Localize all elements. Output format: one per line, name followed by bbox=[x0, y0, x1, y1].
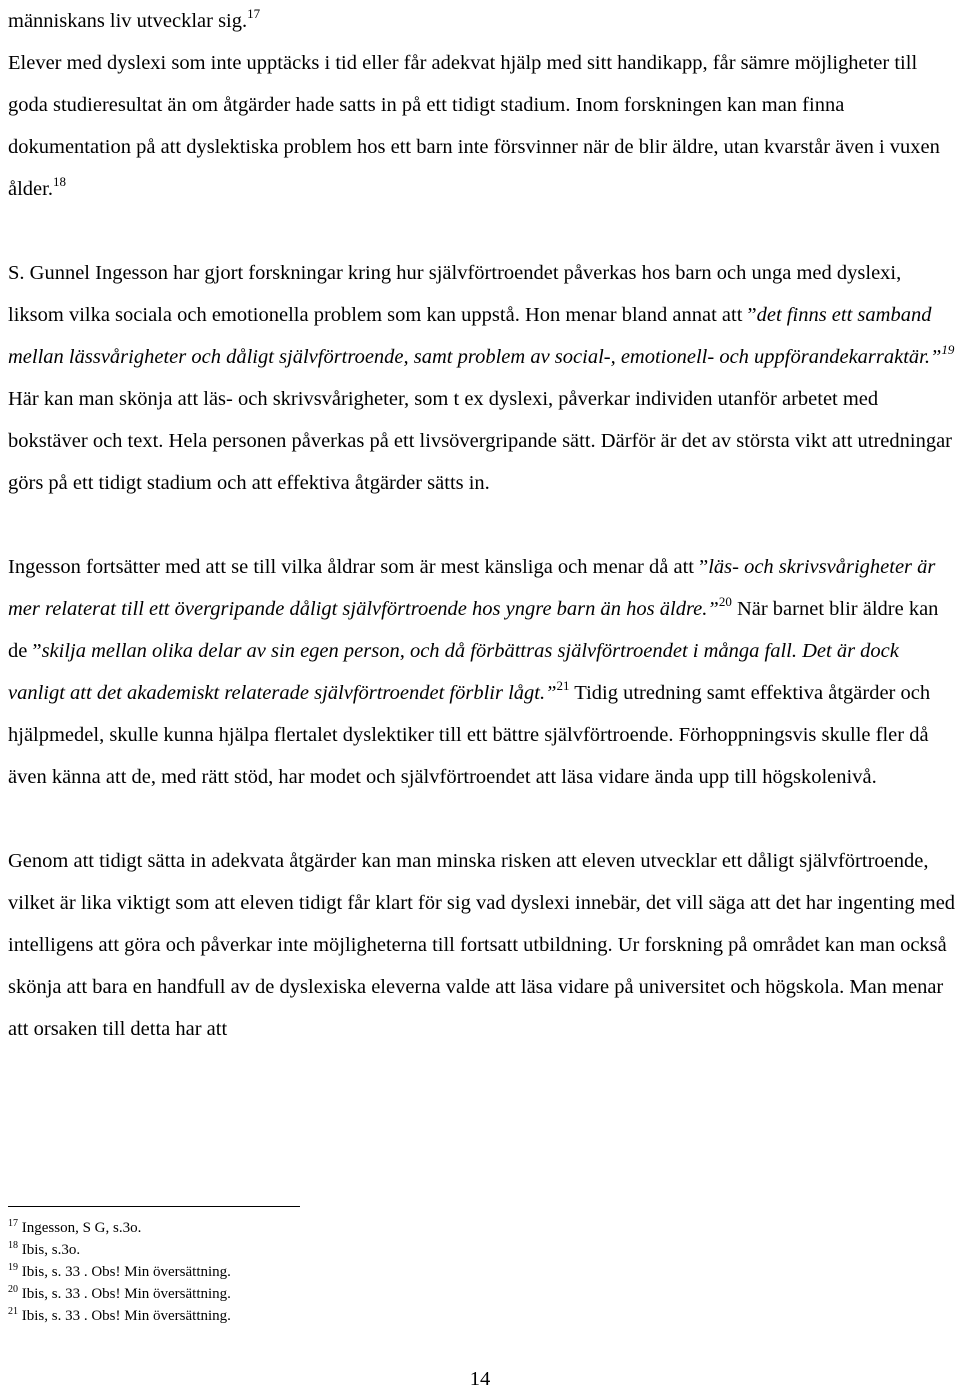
footnote-text: Ibis, s. 33 . Obs! Min översättning. bbox=[21, 1286, 231, 1302]
footnote-number: 20 bbox=[8, 1284, 18, 1295]
paragraph-continued bbox=[8, 0, 956, 42]
paragraph-text: Här kan man skönja att läs- och skrivsvårigheter, som t ex dyslexi, påverkar individen utanför arbetet med bokstäver och text. Hela personen påverkas på ett livsövergripande sätt. Därför är det av största vikt att utredningar görs på ett tidigt stadium och att effektiva åtgärder sätts in. bbox=[8, 388, 953, 494]
footnote-21 bbox=[8, 1306, 231, 1328]
quote-mark: ” bbox=[545, 682, 557, 704]
footnote-text: Ibis, s. 33 . Obs! Min översättning. bbox=[21, 1264, 231, 1280]
footnote-19 bbox=[8, 1262, 231, 1284]
paragraph-gap bbox=[8, 504, 956, 546]
footnote-17 bbox=[8, 1218, 231, 1240]
page-number: 14 bbox=[469, 1368, 491, 1390]
footnote-18 bbox=[8, 1240, 231, 1262]
footnotes bbox=[8, 1218, 231, 1328]
paragraph-2 bbox=[8, 252, 956, 504]
paragraph-text: Ingesson fortsätter med att se till vilka åldrar som är mest känsliga och menar då att ” bbox=[8, 556, 709, 578]
quote-mark: ” bbox=[707, 598, 719, 620]
footnote-ref-19[interactable]: 19 bbox=[941, 342, 955, 357]
paragraph-text: När barnet blir äldre kan de ” bbox=[8, 598, 939, 662]
quote-text: läs- och skrivsvårigheter är mer relaterat till ett övergripande dåligt självförtroende hos yngre barn än hos äldre. bbox=[8, 556, 936, 620]
paragraph-gap bbox=[8, 798, 956, 840]
paragraph-text: Tidig utredning samt effektiva åtgärder och hjälpmedel, skulle kunna hjälpa flertalet dyslektiker till ett bättre självförtroende. Förhoppningsvis skulle fler då även känna att de, med rätt stöd, har modet och självförtroendet att läsa vidare ända upp till högskolenivå. bbox=[8, 682, 931, 788]
document-body bbox=[8, 0, 956, 1050]
paragraph-text: S. Gunnel Ingesson har gjort forskningar kring hur självförtroendet påverkas hos barn och unga med dyslexi, liksom vilka sociala och emotionella problem som kan uppstå. Hon menar bland annat att ” bbox=[8, 262, 902, 326]
quote-text: det finns ett samband mellan lässvårigheter och dåligt självförtroende, samt problem av social-, emotionell- och uppförandekarraktär. bbox=[8, 304, 932, 368]
footnote-number: 21 bbox=[8, 1306, 18, 1317]
paragraph-3 bbox=[8, 546, 956, 798]
paragraph-1 bbox=[8, 42, 956, 210]
footnote-ref-17[interactable]: 17 bbox=[247, 6, 261, 21]
footnote-separator bbox=[8, 1206, 300, 1207]
footnote-text: Ibis, s. 33 . Obs! Min översättning. bbox=[21, 1308, 231, 1324]
footnote-text: Ingesson, S G, s.3o. bbox=[21, 1220, 142, 1236]
footnote-number: 19 bbox=[8, 1262, 18, 1273]
footnote-number: 17 bbox=[8, 1218, 18, 1229]
paragraph-4 bbox=[8, 840, 956, 1050]
footnote-number: 18 bbox=[8, 1240, 18, 1251]
quote-text: skilja mellan olika delar av sin egen person, och då förbättras självförtroendet i många fall. Det är dock vanligt att det akademiskt relaterade självförtroendet förblir lågt. bbox=[8, 640, 899, 704]
footnote-ref-18[interactable]: 18 bbox=[52, 174, 66, 189]
paragraph-gap bbox=[8, 210, 956, 252]
quote-mark: ” bbox=[930, 346, 942, 368]
footnote-20 bbox=[8, 1284, 231, 1306]
paragraph-text: Elever med dyslexi som inte upptäcks i tid eller får adekvat hjälp med sitt handikapp, får sämre möjligheter till goda studieresultat än om åtgärder hade satts in på ett tidigt stadium. Inom forskningen kan man finna dokumentation på att dyslektiska problem hos ett barn inte försvinner när de blir äldre, utan kvarstår även i vuxen ålder. bbox=[8, 52, 940, 200]
footnote-ref-20[interactable]: 20 bbox=[718, 594, 732, 609]
footnote-ref-21[interactable]: 21 bbox=[556, 678, 570, 693]
paragraph-text: människans liv utvecklar sig. bbox=[8, 10, 248, 32]
paragraph-text: Genom att tidigt sätta in adekvata åtgärder kan man minska risken att eleven utvecklar ett dåligt självförtroende, vilket är lika viktigt som att eleven tidigt får klart för sig vad dyslexi innebär, det vill säga att det har ingenting med intelligens att göra och påverkar inte möjligheterna till fortsatt utbildning. Ur forskning på området kan man också skönja att bara en handfull av de dyslexiska eleverna valde att läsa vidare på universitet och högskola. Man menar att orsaken till detta har att bbox=[8, 850, 956, 1040]
footnote-text: Ibis, s.3o. bbox=[21, 1242, 81, 1258]
